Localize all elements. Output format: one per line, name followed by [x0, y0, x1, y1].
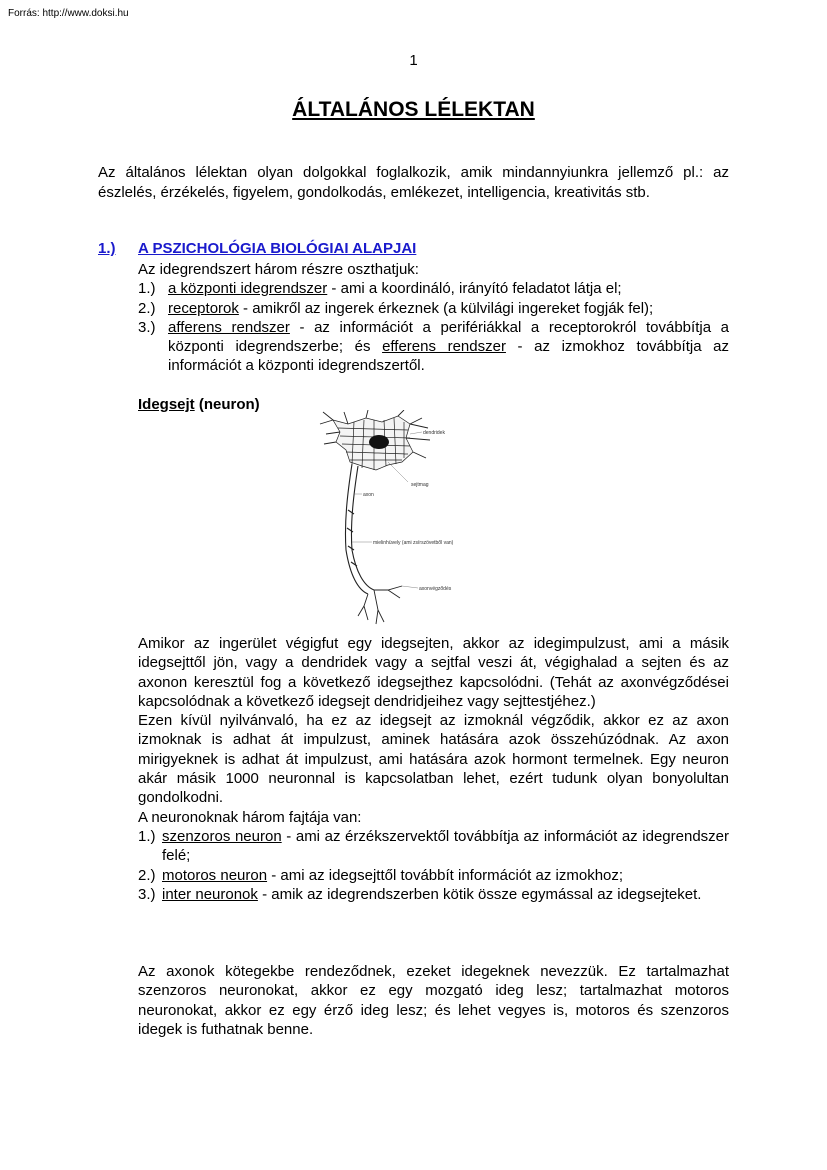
list-text: - az információt a perifériákkal a receptorokról továbbítja a központi idegrendszerbe; és [168, 318, 729, 356]
list-text: - amikről az ingerek érkeznek (a külvilági ingereket fogják fel); [238, 299, 654, 317]
list-marker: 1.) [138, 280, 156, 298]
neuron-diagram [318, 410, 488, 630]
nucleus [369, 435, 389, 449]
neuron-paragraph-1: Amikor az ingerület végigfut egy idegsejten, akkor az idegimpulzust, ami a másik idegsejttől jön, vagy a dendridek vagy a sejtfal veszi át, végighalad a sejten és az axonon keresztül fog a következő idegsejthez kapcsolódni. (Tehát az axonvégződései kapcsolódnak a következő idegsejt dendridjeihez vagy sejttestjéhez.) [138, 635, 729, 710]
list-marker: 2.) [138, 866, 156, 884]
section-heading [98, 240, 416, 257]
label-axon: axon [363, 492, 374, 498]
list-term: afferens rendszer [168, 318, 290, 336]
list-marker: 3.) [138, 885, 156, 903]
section-number: 1.) [98, 240, 116, 257]
list-term: inter neuronok [162, 885, 258, 903]
neuron-paragraph-2: Ezen kívül nyilvánvaló, ha ez az idegsejt az izmoknál végződik, akkor ez az axon izmoknak is adhat át impulzust, aminek hatására azok összehúzódnak. Az axon mirigyeknek is adhat át impulzust, ami hatására azok hormont termelnek. Egy neuron akár másik 1000 neuronnal is kapcsolatban lehet, ezért tudunk olyan bonyolultan gondolkodni. [138, 712, 729, 807]
list-marker: 2.) [138, 299, 156, 317]
neuron-heading [138, 396, 260, 413]
source-note: Forrás: http://www.doksi.hu [8, 8, 129, 19]
nervous-system-lead: Az idegrendszert három részre oszthatjuk: [138, 261, 419, 278]
page-title-text: ÁLTALÁNOS LÉLEKTAN [292, 98, 535, 121]
list-text-2: - az izmokhoz továbbítja az információt a központi idegrendszertől. [168, 338, 729, 375]
label-dendrites: dendridek [423, 430, 445, 436]
page-number: 1 [409, 52, 418, 69]
list-text: - amik az idegrendszerben kötik össze egymással az idegsejteket. [257, 885, 702, 903]
list-term-2: efferens rendszer [382, 338, 506, 356]
neuron-text-block [138, 634, 729, 904]
list-text: - ami az érzékszervektől továbbítja az információt az idegrendszer felé; [162, 827, 729, 865]
list-item [138, 885, 729, 904]
nervous-system-block [138, 260, 729, 376]
label-terminals: axonvégződés [419, 586, 452, 592]
list-text: - ami a koordináló, irányító feladatot látja el; [327, 280, 622, 298]
neuron-heading-rest: (neuron) [194, 396, 260, 413]
list-term: motoros neuron [162, 866, 268, 884]
label-nucleus: sejtmag [411, 482, 429, 488]
list-item [138, 299, 729, 318]
list-term: receptorok [168, 299, 239, 317]
label-myelin: mielinhüvely (ami zsírszövetből van) [373, 540, 454, 546]
neuron-types-lead: A neuronoknak három fajtája van: [138, 808, 362, 826]
section-title: A PSZICHOLÓGIA BIOLÓGIAI ALAPJAI [138, 240, 417, 257]
list-text: - ami az idegsejttől továbbít információt az izmokhoz; [267, 866, 624, 884]
list-item [138, 318, 729, 376]
list-marker: 1.) [138, 827, 156, 845]
list-item [138, 827, 729, 866]
axon [345, 464, 374, 594]
list-term: a központi idegrendszer [168, 280, 328, 298]
list-item [138, 866, 729, 885]
intro-paragraph: Az általános lélektan olyan dolgokkal foglalkozik, amik mindannyiunkra jellemző pl.: az észlelés, érzékelés, figyelem, gondolkodás, emlékezet, intelligencia, kreativitás stb. [98, 164, 729, 201]
list-marker: 3.) [138, 318, 156, 336]
neuron-heading-term: Idegsejt [138, 396, 195, 413]
nerve-paragraph: Az axonok kötegekbe rendeződnek, ezeket idegeknek nevezzük. Ez tartalmazhat szenzoros neuronokat, akkor ez egy mozgató ideg lesz; tartalmazhat motoros neuronokat, akkor ez egy érző ideg lesz; és lehet vegyes is, motoros és szenzoros idegek is futhatnak benne. [138, 963, 729, 1038]
page-title [0, 98, 827, 122]
list-term: szenzoros neuron [162, 827, 282, 845]
list-item [138, 279, 729, 298]
